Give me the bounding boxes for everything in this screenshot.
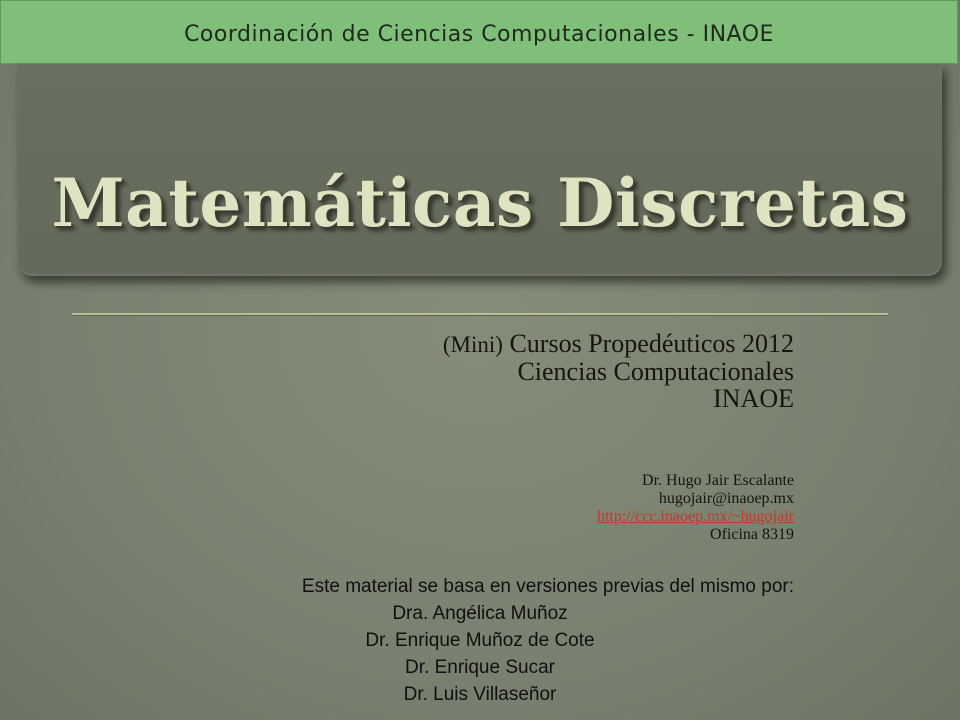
course-prefix: (Mini) — [442, 332, 503, 357]
divider-line — [72, 313, 888, 316]
credits-block — [0, 573, 960, 708]
contact-name: Dr. Hugo Jair Escalante — [642, 472, 794, 489]
course-line-2: Ciencias Computacionales — [517, 357, 794, 386]
credits-author: Dr. Luis Villaseñor — [403, 684, 557, 705]
credits-author: Dr. Enrique Sucar — [405, 657, 555, 678]
course-name: Cursos Propedéuticos 2012 — [509, 329, 794, 358]
course-line-3: INAOE — [713, 384, 794, 413]
contact-email: hugojair@inaoep.mx — [658, 490, 794, 507]
banner-text: Coordinación de Ciencias Computacionales - INAOE — [184, 21, 774, 47]
credits-author: Dr. Enrique Muñoz de Cote — [365, 630, 595, 651]
course-info — [443, 330, 794, 412]
credits-author: Dra. Angélica Muñoz — [392, 603, 568, 624]
contact-office: Oficina 8319 — [710, 526, 794, 543]
credits-intro: Este material se basa en versiones previas del mismo por: — [301, 576, 794, 597]
slide-title: Matemáticas Discretas — [51, 164, 909, 242]
contact-info — [597, 472, 794, 544]
contact-url-link[interactable]: http://ccc.inaoep.mx/~hugojair — [596, 508, 794, 525]
course-line-1 — [443, 330, 794, 358]
header-banner — [0, 0, 958, 64]
